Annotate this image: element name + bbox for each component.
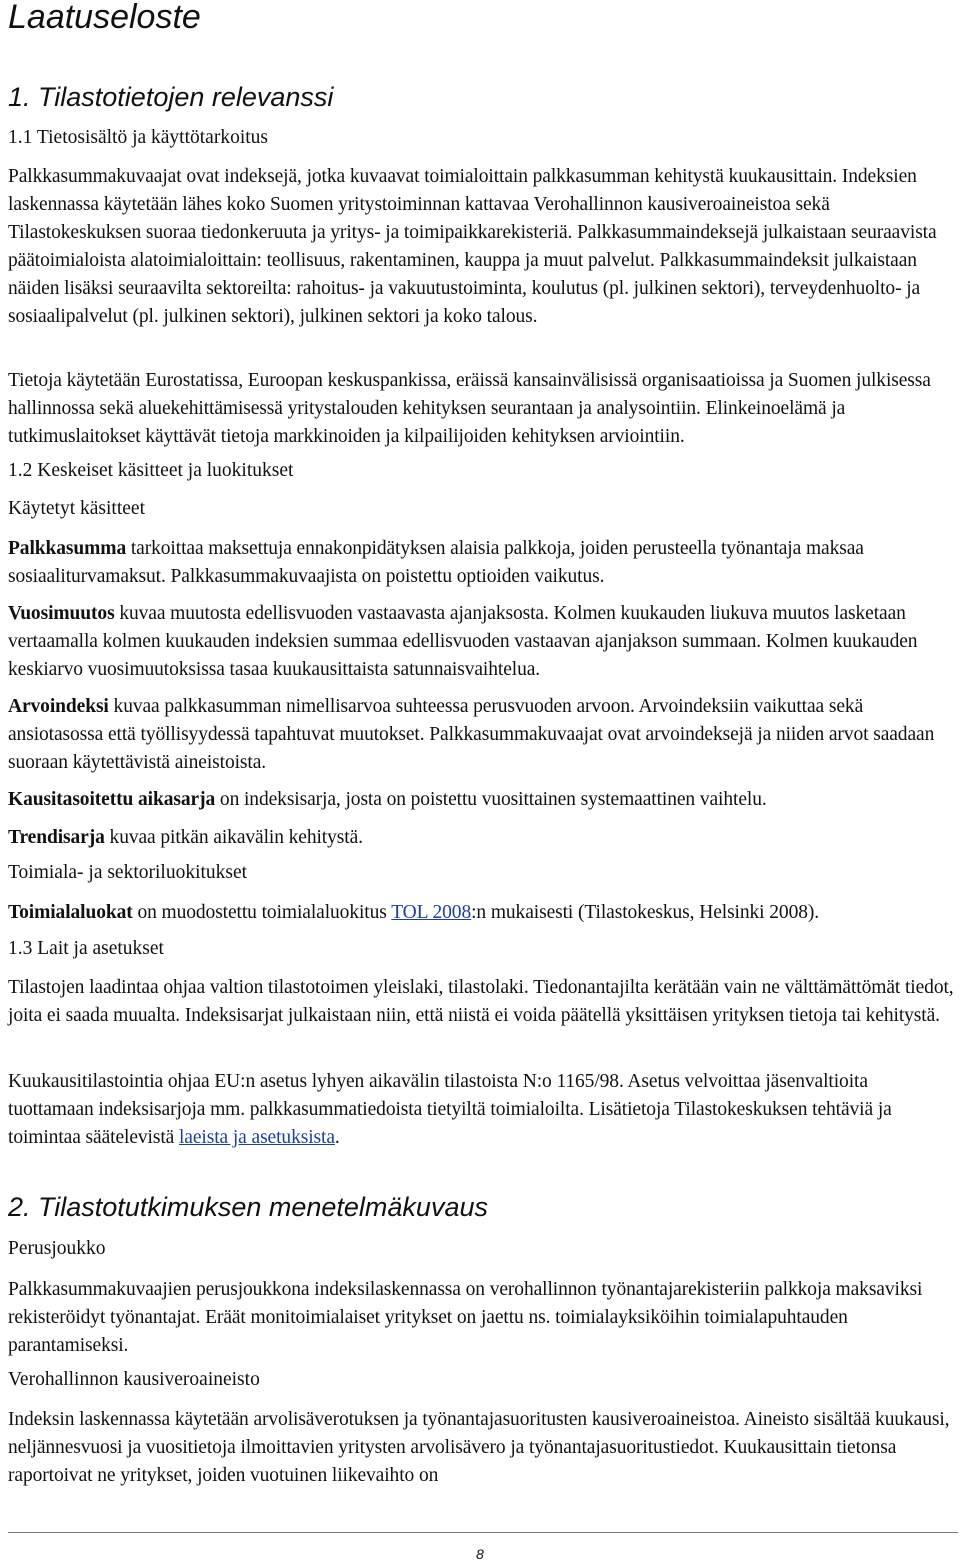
palkkasumma-text: tarkoittaa maksettuja ennakonpidätyksen alaisia palkkoja, joiden perusteella työnantaja maksaa sosiaaliturvamaksut. Palkkasummakuvaajista on poistettu optioiden vaikutus. — [8, 538, 864, 587]
usage-paragraph: Tietoja käytetään Eurostatissa, Euroopan keskuspankissa, eräissä kansainvälisissä organisaatioissa ja Suomen julkisessa hallinnossa sekä aluekehittämisessä yritystalouden kehityksen seurantaan ja analysointiin. Elinkeinoelämä ja tutkimuslaitokset käyttävät tietoja markkinoiden ja kilpailijoiden kehityksen arviointiin. — [8, 370, 931, 447]
content-paragraph: Palkkasummakuvaajat ovat indeksejä, jotka kuvaavat toimialoittain palkkasumman kehitystä kuukausittain. Indeksien laskennassa käytetään lähes koko Suomen yritystoiminnan kattavaa Verohallinnon kausiveroaineistoa sekä Tilastokeskuksen suoraa tiedonkeruuta ja yritys- ja toimipaikkarekisteriä. Palkkasummaindeksejä julkaistaan seuraavista päätoimialoista alatoimialoittain: teollisuus, rakentaminen, kauppa ja muut palvelut. Palkkasummaindeksit julkaistaan näiden lisäksi seuraavilta sektoreilta: rahoitus- ja vakuutustoiminta, koulutus (pl. julkinen sektori), terveydenhuolto- ja sosiaalipalvelut (pl. julkinen sektori), julkinen sektori ja koko talous. — [8, 166, 937, 327]
regulation-text: Kuukausitilastointia ohjaa EU:n asetus lyhyen aikavälin tilastoista N:o 1165/98. Asetus velvoittaa jäsenvaltioita tuottamaan indeksisarjoja mm. palkkasummatiedoista tietyiltä toimialoilta. Lisätietoja Tilastokeskuksen tehtäviä ja toimintaa säätelevistä — [8, 1071, 892, 1148]
vuosimuutos-definition — [8, 600, 958, 684]
population-subheading: Perusjoukko — [8, 1238, 106, 1259]
tax-data-paragraph: Indeksin laskennassa käytetään arvolisäverotuksen ja työnantajasuoritusten kausiveroaineistoa. Aineisto sisältää kuukausi, neljännesvuosi ja vuositietoja ilmoittavien yritysten arvolisävero ja työnantajasuoritustiedot. Kuukausittain tietonsa raportoivat ne yritykset, joiden vuotuinen liikevaihto on — [8, 1409, 950, 1486]
tax-data-subheading: Verohallinnon kausiveroaineisto — [8, 1369, 260, 1390]
laws-and-regulations-link[interactable]: laeista ja asetuksista — [178, 1127, 335, 1148]
toimialaluokat-text: on muodostettu toimialaluokitus — [132, 902, 392, 923]
toimialaluokat-term: Toimialaluokat — [8, 902, 133, 923]
section-1-1-heading: 1.1 Tietosisältö ja käyttötarkoitus — [8, 127, 269, 148]
concepts-subheading: Käytetyt käsitteet — [8, 498, 145, 519]
section-1-title: 1. Tilastotietojen relevanssi — [8, 82, 334, 112]
section-2-title: 2. Tilastotutkimuksen menetelmäkuvaus — [8, 1192, 488, 1222]
vuosimuutos-text: kuvaa muutosta edellisvuoden vastaavasta ajanjaksosta. Kolmen kuukauden liukuva muutos lasketaan vertaamalla kolmen kuukauden indeksien summaa edellisvuoden vastaavan ajanjakson summaan. Kolmen kuukauden keskiarvo vuosimuutoksissa tasaa kuukausittaista satunnaisvaihtelua. — [8, 603, 918, 680]
arvoindeksi-term: Arvoindeksi — [8, 696, 109, 717]
kausitasoitettu-term: Kausitasoitettu aikasarja — [8, 789, 216, 810]
footer-divider — [8, 1532, 958, 1533]
regulation-paragraph — [8, 1068, 958, 1152]
palkkasumma-term: Palkkasumma — [8, 538, 127, 559]
trendisarja-definition — [8, 824, 958, 852]
classifications-subheading: Toimiala- ja sektoriluokitukset — [8, 862, 248, 883]
vuosimuutos-term: Vuosimuutos — [8, 603, 115, 624]
toimialaluokat-definition — [8, 899, 958, 927]
arvoindeksi-text: kuvaa palkkasumman nimellisarvoa suhteessa perusvuoden arvoon. Arvoindeksiin vaikuttaa sekä ansiotasossa että työllisyydessä tapahtuvat muutokset. Palkkasummakuvaajat ovat arvoindeksejä ja niiden arvot saadaan suoraan käytettävistä aineistoista. — [8, 696, 935, 773]
kausitasoitettu-definition — [8, 786, 958, 814]
kausitasoitettu-text: on indeksisarja, josta on poistettu vuosittainen systemaattinen vaihtelu. — [215, 789, 767, 810]
trendisarja-text: kuvaa pitkän aikavälin kehitystä. — [104, 827, 363, 848]
trendisarja-term: Trendisarja — [8, 827, 105, 848]
palkkasumma-definition — [8, 535, 958, 591]
laws-paragraph: Tilastojen laadintaa ohjaa valtion tilastotoimen yleislaki, tilastolaki. Tiedonantajilta kerätään vain ne välttämättömät tiedot, joita ei saada muualta. Indeksisarjat julkaistaan niin, että niistä ei voida päätellä yksittäisen yrityksen tietoja tai kehitystä. — [8, 977, 954, 1026]
regulation-text-end: . — [334, 1127, 340, 1148]
toimialaluokat-text-end: :n mukaisesti (Tilastokeskus, Helsinki 2008). — [471, 902, 820, 923]
tol-2008-link[interactable]: TOL 2008 — [391, 902, 472, 923]
section-1-3-heading: 1.3 Lait ja asetukset — [8, 938, 164, 959]
document-title: Laatuseloste — [8, 0, 201, 36]
population-paragraph: Palkkasummakuvaajien perusjoukkona indeksilaskennassa on verohallinnon työnantajarekisteriin palkkoja maksaviksi rekisteröidyt työnantajat. Eräät monitoimialaiset yritykset on jaettu ns. toimialayksiköihin toimialapuhtauden parantamiseksi. — [8, 1279, 923, 1356]
page-number: 8 — [476, 1546, 484, 1562]
arvoindeksi-definition — [8, 693, 958, 777]
section-1-2-heading: 1.2 Keskeiset käsitteet ja luokitukset — [8, 460, 294, 481]
